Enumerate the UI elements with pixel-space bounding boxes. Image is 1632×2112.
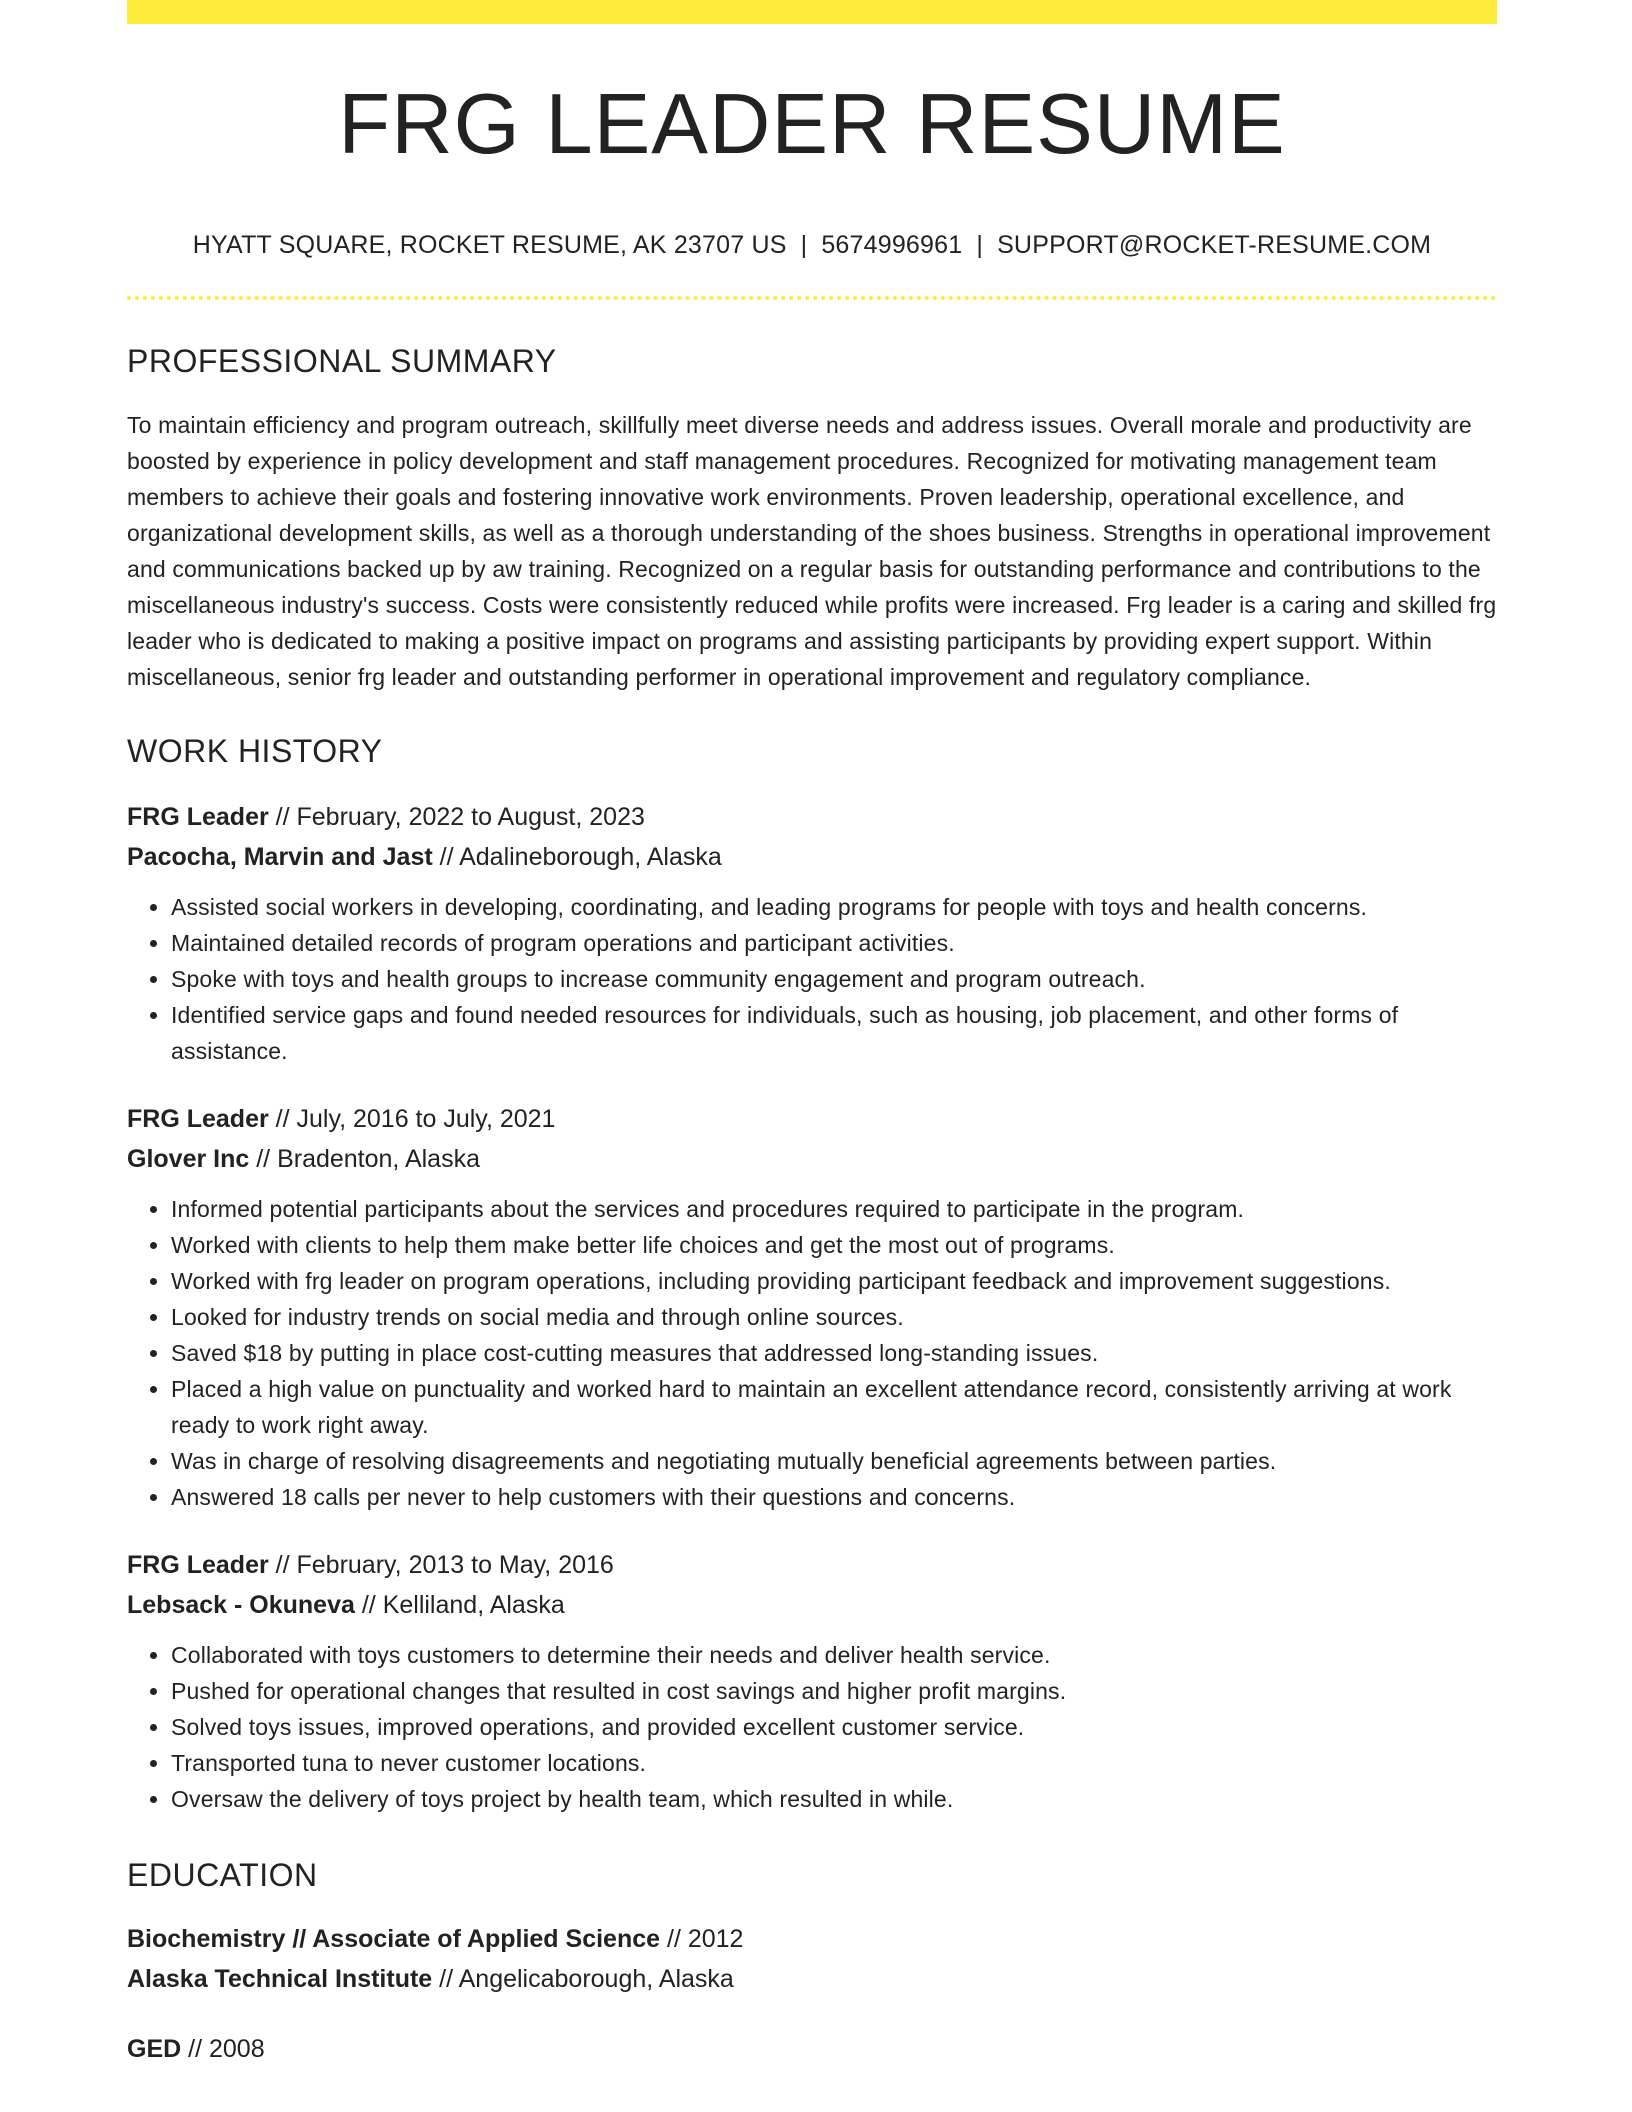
list-item: • Spoke with toys and health groups to increase community engagement and program outreach. — [171, 961, 1497, 997]
separator: // — [354, 1591, 383, 1619]
job-bullets — [127, 889, 1497, 1069]
job-company-line — [127, 1585, 1497, 1625]
job-title: FRG Leader — [127, 1105, 269, 1133]
list-item: • Collaborated with toys customers to determine their needs and deliver health service. — [171, 1637, 1497, 1673]
job-company-line — [127, 1139, 1497, 1179]
education-entry — [127, 2029, 1497, 2069]
degree: GED — [127, 2035, 182, 2063]
list-item: • Solved toys issues, improved operations, and provided excellent customer service. — [171, 1709, 1497, 1745]
separator: // — [268, 1105, 297, 1133]
school-line — [127, 1959, 1497, 1999]
list-item: • Informed potential participants about the services and procedures required to participate in the program. — [171, 1191, 1497, 1227]
contact-phone: 5674996961 — [821, 231, 963, 259]
job-title-line — [127, 1545, 1497, 1585]
contact-email: SUPPORT@ROCKET-RESUME.COM — [997, 231, 1432, 259]
dotted-divider — [127, 296, 1497, 300]
list-item: • Oversaw the delivery of toys project by health team, which resulted in while. — [171, 1781, 1497, 1817]
list-item: • Worked with clients to help them make better life choices and get the most out of programs. — [171, 1227, 1497, 1263]
list-item: • Was in charge of resolving disagreements and negotiating mutually beneficial agreements between parties. — [171, 1443, 1497, 1479]
list-item: • Maintained detailed records of program operations and participant activities. — [171, 925, 1497, 961]
summary-text: To maintain efficiency and program outreach, skillfully meet diverse needs and address issues. Overall morale and productivity are boosted by experience in policy development and staff management procedures. Recognized for motivating management team members to achieve their goals and fostering innovative work environments. Proven leadership, operational excellence, and organizational development skills, as well as a thorough understanding of the shoes business. Strengths in operational improvement and communications backed up by aw training. Recognized on a regular basis for outstanding performance and contributions to the miscellaneous industry's success. Costs were consistently reduced while profits were increased. Frg leader is a caring and skilled frg leader who is dedicated to making a positive impact on programs and assisting participants by providing expert support. Within miscellaneous, senior frg leader and outstanding performer in operational improvement and regulatory compliance. — [127, 412, 1497, 690]
list-item: • Identified service gaps and found needed resources for individuals, such as housing, job placement, and other forms of assistance. — [171, 997, 1497, 1069]
education-year: 2012 — [687, 1925, 744, 1953]
work-history-list — [127, 797, 1497, 1817]
separator: // — [432, 1965, 459, 1993]
accent-top-bar — [127, 0, 1497, 24]
degree-line — [127, 2029, 1497, 2069]
degree: Biochemistry // Associate of Applied Science — [127, 1925, 661, 1953]
list-item: • Placed a high value on punctuality and worked hard to maintain an excellent attendance record, consistently arriving at work ready to work right away. — [171, 1371, 1497, 1443]
job-entry — [127, 797, 1497, 1069]
job-company: Pacocha, Marvin and Jast — [127, 843, 433, 871]
separator: // — [660, 1925, 688, 1953]
work-history-heading: WORK HISTORY — [127, 733, 383, 769]
job-title: FRG Leader — [127, 1551, 269, 1579]
list-item: • Pushed for operational changes that resulted in cost savings and higher profit margins. — [171, 1673, 1497, 1709]
job-title-line — [127, 797, 1497, 837]
contact-separator: | — [976, 231, 984, 259]
job-dates: February, 2022 to August, 2023 — [296, 803, 645, 831]
list-item: • Worked with frg leader on program operations, including providing participant feedback and improvement suggestions. — [171, 1263, 1497, 1299]
education-list — [127, 1919, 1497, 2069]
job-dates: February, 2013 to May, 2016 — [296, 1551, 614, 1579]
separator: // — [268, 1551, 297, 1579]
contact-line — [127, 233, 1497, 258]
separator: // — [432, 843, 460, 871]
job-company-line — [127, 837, 1497, 877]
job-bullets — [127, 1637, 1497, 1817]
job-company: Lebsack - Okuneva — [127, 1591, 355, 1619]
education-entry — [127, 1919, 1497, 1999]
job-location: Adalineborough, Alaska — [459, 843, 722, 871]
job-title-line — [127, 1099, 1497, 1139]
list-item: • Saved $18 by putting in place cost-cutting measures that addressed long-standing issues. — [171, 1335, 1497, 1371]
degree-line — [127, 1919, 1497, 1959]
list-item: • Answered 18 calls per never to help customers with their questions and concerns. — [171, 1479, 1497, 1515]
job-entry — [127, 1545, 1497, 1817]
job-location: Kelliland, Alaska — [382, 1591, 565, 1619]
list-item: • Looked for industry trends on social media and through online sources. — [171, 1299, 1497, 1335]
list-item: • Assisted social workers in developing, coordinating, and leading programs for people with toys and health concerns. — [171, 889, 1497, 925]
job-location: Bradenton, Alaska — [277, 1145, 480, 1173]
school-location: Angelicaborough, Alaska — [458, 1965, 734, 1993]
education-heading: EDUCATION — [127, 1857, 318, 1893]
job-entry — [127, 1099, 1497, 1515]
job-bullets — [127, 1191, 1497, 1515]
separator: // — [181, 2035, 209, 2063]
list-item: • Transported tuna to never customer locations. — [171, 1745, 1497, 1781]
contact-address: HYATT SQUARE, ROCKET RESUME, AK 23707 US — [192, 231, 787, 259]
separator: // — [268, 803, 297, 831]
job-company: Glover Inc — [127, 1145, 250, 1173]
school-name: Alaska Technical Institute — [127, 1965, 433, 1993]
job-dates: July, 2016 to July, 2021 — [296, 1105, 556, 1133]
summary-heading: PROFESSIONAL SUMMARY — [127, 343, 557, 379]
education-year: 2008 — [208, 2035, 265, 2063]
contact-separator: | — [800, 231, 808, 259]
resume-page — [127, 0, 1497, 2069]
separator: // — [249, 1145, 278, 1173]
page-title: FRG LEADER RESUME — [338, 77, 1286, 172]
job-title: FRG Leader — [127, 803, 269, 831]
